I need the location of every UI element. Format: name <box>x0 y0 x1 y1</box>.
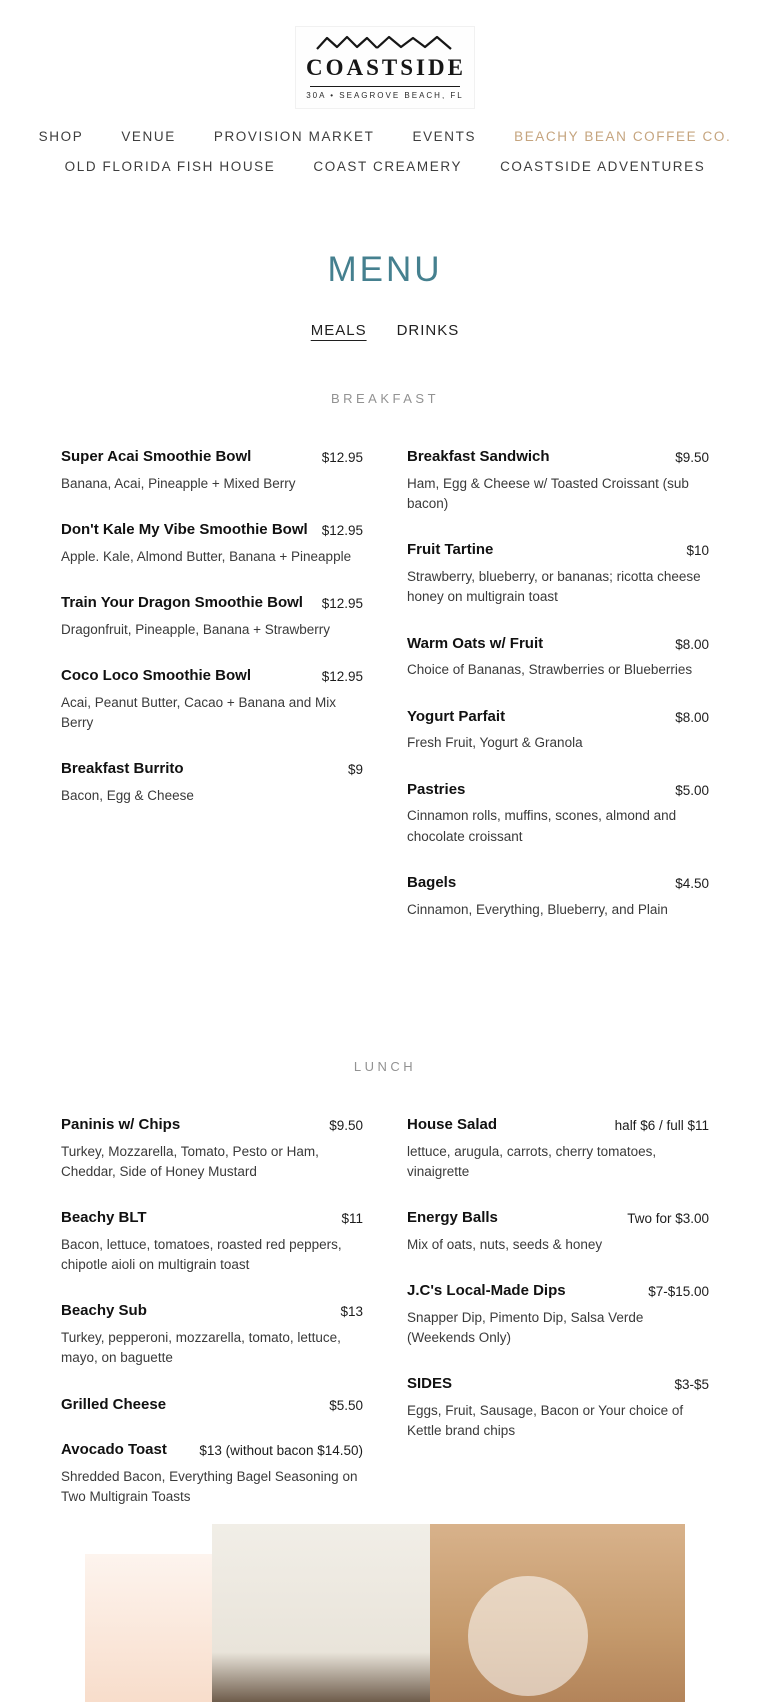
menu-item <box>407 541 709 607</box>
lunch-left-column <box>61 1116 363 1535</box>
item-price: $13 (without bacon $14.50) <box>199 1443 363 1459</box>
item-name: Warm Oats w/ Fruit <box>407 634 544 652</box>
menu-item <box>407 1116 709 1182</box>
item-description: Apple. Kale, Almond Butter, Banana + Pineapple <box>61 548 352 564</box>
item-description: Strawberry, blueberry, or bananas; ricotta cheese honey on multigrain toast <box>407 569 701 605</box>
menu-item <box>407 1209 709 1255</box>
item-name: Paninis w/ Chips <box>61 1115 181 1133</box>
item-name: Coco Loco Smoothie Bowl <box>61 667 251 684</box>
menu-item <box>61 448 363 494</box>
nav-item-venue[interactable]: VENUE <box>121 129 176 144</box>
item-name: House Salad <box>407 1115 498 1133</box>
item-price: $8.00 <box>675 636 709 652</box>
item-description: Turkey, pepperoni, mozzarella, tomato, lettuce, mayo, on baguette <box>61 1330 341 1366</box>
menu-item <box>61 1396 363 1415</box>
lunch-right-column <box>407 1116 709 1535</box>
menu-item <box>407 708 709 754</box>
item-description: Bacon, Egg & Cheese <box>61 788 194 803</box>
item-price: $9.50 <box>675 450 709 465</box>
item-name: SIDES <box>407 1375 453 1393</box>
item-name: Don't Kale My Vibe Smoothie Bowl <box>61 521 308 538</box>
item-price: $9 <box>347 762 363 778</box>
logo-wordmark: COASTSIDE <box>306 55 466 80</box>
menu-item <box>407 781 709 847</box>
item-description: Fresh Fruit, Yogurt & Granola <box>407 735 583 751</box>
item-description: Acai, Peanut Butter, Cacao + Banana and Mix Berry <box>61 694 337 730</box>
tab-meals[interactable]: MEALS <box>310 322 367 339</box>
item-name: Avocado Toast <box>61 1441 167 1459</box>
item-price: $9.50 <box>329 1117 363 1133</box>
item-name: Beachy BLT <box>61 1209 147 1226</box>
breakfast-left-column <box>61 448 363 947</box>
waves-icon <box>315 33 455 53</box>
item-name: Beachy Sub <box>61 1302 147 1320</box>
logo-tagline: 30A • SEAGROVE BEACH, FL <box>306 91 464 100</box>
item-name: Super Acai Smoothie Bowl <box>61 448 252 465</box>
nav-item-coast-creamery[interactable]: COAST CREAMERY <box>313 159 463 174</box>
gallery-photo <box>212 1524 430 1702</box>
nav-row-1 <box>0 129 770 144</box>
section-breakfast <box>0 391 770 947</box>
item-description: Choice of Bananas, Strawberries or Blueberries <box>407 662 693 678</box>
menu-item <box>61 1302 363 1368</box>
item-name: Pastries <box>407 780 466 798</box>
breakfast-columns <box>61 448 709 947</box>
item-description: Banana, Acai, Pineapple + Mixed Berry <box>61 475 296 491</box>
item-name: Breakfast Sandwich <box>407 448 550 465</box>
item-price: $8.00 <box>675 709 709 725</box>
menu-item <box>61 594 363 640</box>
item-name: Breakfast Burrito <box>61 760 184 778</box>
item-description: Ham, Egg & Cheese w/ Toasted Croissant (sub bacon) <box>407 475 689 511</box>
nav-item-beachy-bean-coffee[interactable]: BEACHY BEAN COFFEE CO. <box>514 129 732 144</box>
item-description: lettuce, arugula, carrots, cherry tomatoes, vinaigrette <box>407 1143 657 1179</box>
item-name: Bagels <box>407 873 457 891</box>
menu-item <box>61 521 363 567</box>
item-name: Yogurt Parfait <box>407 707 506 725</box>
tab-drinks[interactable]: DRINKS <box>396 322 460 339</box>
menu-item <box>407 448 709 514</box>
item-description: Snapper Dip, Pimento Dip, Salsa Verde (Weekends Only) <box>407 1309 644 1345</box>
item-price: Two for $3.00 <box>627 1211 709 1226</box>
item-price: $5.50 <box>329 1397 363 1413</box>
lunch-columns <box>61 1116 709 1535</box>
menu-item <box>61 1116 363 1182</box>
main-nav <box>0 129 770 174</box>
nav-item-events[interactable]: EVENTS <box>412 129 477 144</box>
nav-item-provision-market[interactable]: PROVISION MARKET <box>213 129 375 144</box>
item-name: Fruit Tartine <box>407 541 494 559</box>
menu-item <box>407 874 709 920</box>
item-description: Shredded Bacon, Everything Bagel Seasoning on Two Multigrain Toasts <box>61 1469 358 1505</box>
item-description: Turkey, Mozzarella, Tomato, Pesto or Ham, Cheddar, Side of Honey Mustard <box>61 1143 319 1179</box>
item-name: J.C's Local-Made Dips <box>407 1282 566 1299</box>
item-price: $10 <box>686 543 709 559</box>
gallery-photo <box>430 1524 685 1702</box>
item-price: $13 <box>340 1304 363 1320</box>
section-title-lunch: LUNCH <box>353 1058 417 1074</box>
item-description: Eggs, Fruit, Sausage, Bacon or Your choice of Kettle brand chips <box>407 1403 684 1439</box>
menu-item <box>61 1441 363 1507</box>
item-name: Energy Balls <box>407 1209 498 1226</box>
item-description: Mix of oats, nuts, seeds & honey <box>407 1236 603 1252</box>
section-lunch <box>0 1059 770 1535</box>
header <box>0 0 770 109</box>
item-price: $4.50 <box>675 875 709 891</box>
nav-item-coastside-adventures[interactable]: COASTSIDE ADVENTURES <box>500 159 706 174</box>
menu-item <box>61 760 363 806</box>
item-price: $12.95 <box>321 523 363 538</box>
menu-item <box>407 1375 709 1441</box>
item-description: Cinnamon, Everything, Blueberry, and Plain <box>407 901 668 917</box>
item-price: $12.95 <box>321 450 363 465</box>
item-price: half $6 / full $11 <box>614 1117 709 1133</box>
menu-tabs <box>0 322 770 339</box>
nav-item-old-florida-fish-house[interactable]: OLD FLORIDA FISH HOUSE <box>64 159 276 174</box>
item-description: Cinnamon rolls, muffins, scones, almond and chocolate croissant <box>407 808 677 844</box>
item-price: $7-$15.00 <box>648 1284 709 1299</box>
nav-item-shop[interactable]: SHOP <box>38 129 84 144</box>
item-name: Grilled Cheese <box>61 1395 167 1413</box>
nav-row-2 <box>0 159 770 174</box>
item-description: Bacon, lettuce, tomatoes, roasted red peppers, chipotle aioli on multigrain toast <box>61 1236 342 1272</box>
item-price: $3-$5 <box>674 1377 709 1393</box>
item-price: $12.95 <box>321 669 363 684</box>
coastside-logo[interactable] <box>295 26 475 109</box>
item-price: $11 <box>341 1211 363 1226</box>
breakfast-right-column <box>407 448 709 947</box>
gallery-photo <box>85 1554 212 1702</box>
item-name: Train Your Dragon Smoothie Bowl <box>61 594 303 611</box>
item-price: $12.95 <box>321 596 363 611</box>
logo-divider <box>310 86 460 87</box>
menu-item <box>61 667 363 733</box>
section-title-breakfast: BREAKFAST <box>330 391 440 406</box>
menu-item <box>407 635 709 681</box>
item-price: $5.00 <box>675 782 709 798</box>
menu-item <box>61 1209 363 1275</box>
footer-photo-gallery <box>85 1524 685 1702</box>
menu-item <box>407 1282 709 1348</box>
page-title: MENU <box>327 250 443 289</box>
item-description: Dragonfruit, Pineapple, Banana + Strawberry <box>61 621 331 637</box>
